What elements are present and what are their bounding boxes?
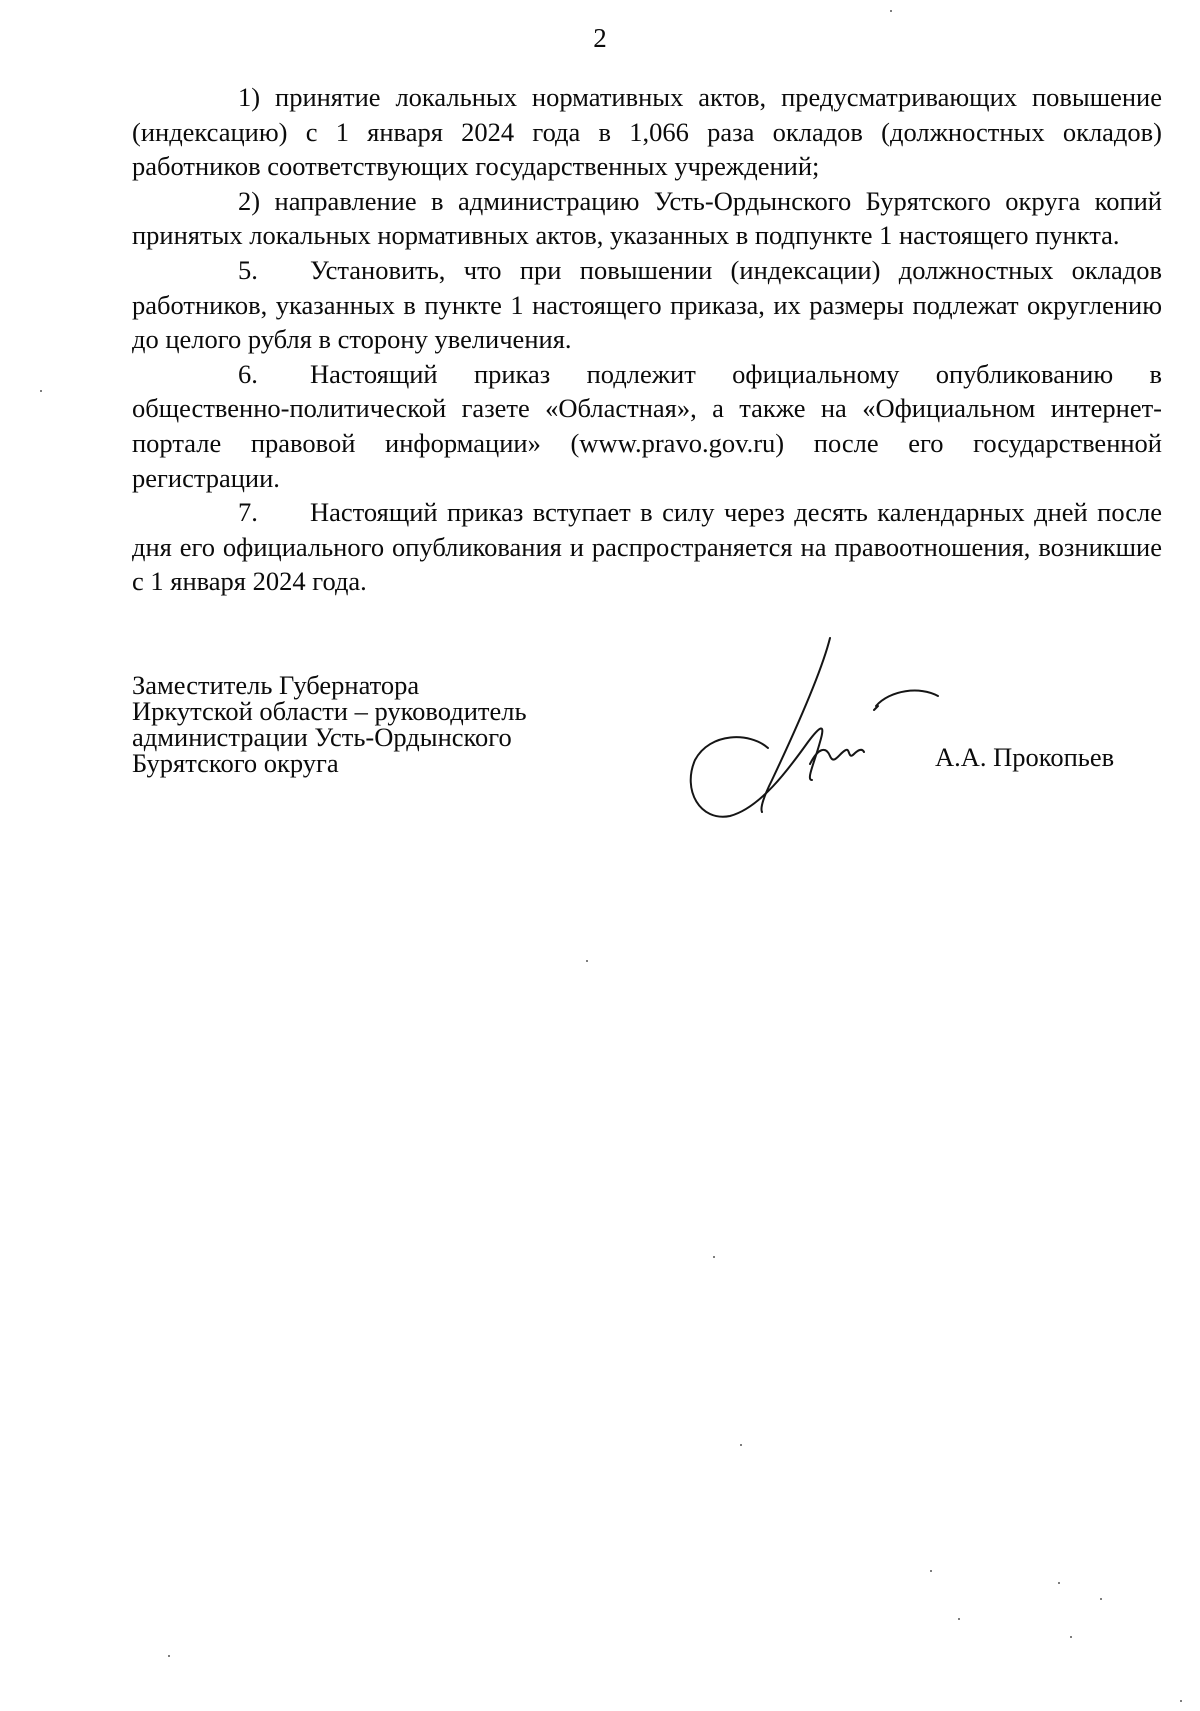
scan-speck	[1070, 1636, 1072, 1638]
paragraph-text: Настоящий приказ подлежит официальному опубликованию в общественно-политической газете «Областная», а также на «Официальном интернет-портале правовой информации» (www.pravo.gov.ru) после его государственной регистрации.	[132, 358, 1162, 493]
scan-speck	[586, 960, 588, 962]
clause-number: 7.	[238, 497, 258, 528]
paragraph-text: 2) направление в администрацию Усть-Ордынского Бурятского округа копий принятых локальных нормативных актов, указанных в подпункте 1 настоящего пункта.	[132, 185, 1162, 251]
paragraph-text: Установить, что при повышении (индексации) должностных окладов работников, указанных в пункте 1 настоящего приказа, их размеры подлежат округлению до целого рубля в сторону увеличения.	[132, 254, 1162, 355]
paragraph-text: 1) принятие локальных нормативных актов, предусматривающих повышение (индексацию) с 1 января 2024 года в 1,066 раза окладов (должностных окладов) работников соответствующих государственных учреждений;	[132, 82, 1162, 182]
clause-6	[132, 357, 1162, 495]
scan-speck	[930, 1570, 932, 1572]
position-line: администрации Усть-Ордынского	[132, 722, 512, 752]
signatory-position	[132, 672, 527, 776]
scan-speck	[890, 10, 892, 12]
scan-speck	[713, 1256, 715, 1258]
scan-speck	[1100, 1598, 1102, 1600]
document-body	[132, 80, 1162, 599]
scan-speck	[958, 1618, 960, 1620]
scan-speck	[1180, 1700, 1182, 1702]
subparagraph-1	[132, 80, 1162, 184]
page-number: 2	[593, 23, 607, 53]
scan-speck	[1058, 1582, 1060, 1584]
position-line: Бурятского округа	[132, 748, 339, 778]
signer-name: А.А. Прокопьев	[935, 742, 1115, 772]
clause-number: 5.	[238, 254, 258, 285]
clause-5	[132, 253, 1162, 357]
scan-speck	[168, 1655, 170, 1657]
paragraph-text: Настоящий приказ вступает в силу через десять календарных дней после дня его официального опубликования и распространяется на правоотношения, возникшие с 1 января 2024 года.	[132, 497, 1162, 597]
subparagraph-2	[132, 184, 1162, 253]
scan-speck	[40, 390, 42, 392]
handwritten-signature-icon	[680, 630, 940, 830]
position-line: Заместитель Губернатора	[132, 670, 420, 700]
clause-7	[132, 495, 1162, 599]
position-line: Иркутской области – руководитель	[132, 696, 527, 726]
scan-speck	[740, 1444, 742, 1446]
clause-number: 6.	[238, 358, 258, 389]
